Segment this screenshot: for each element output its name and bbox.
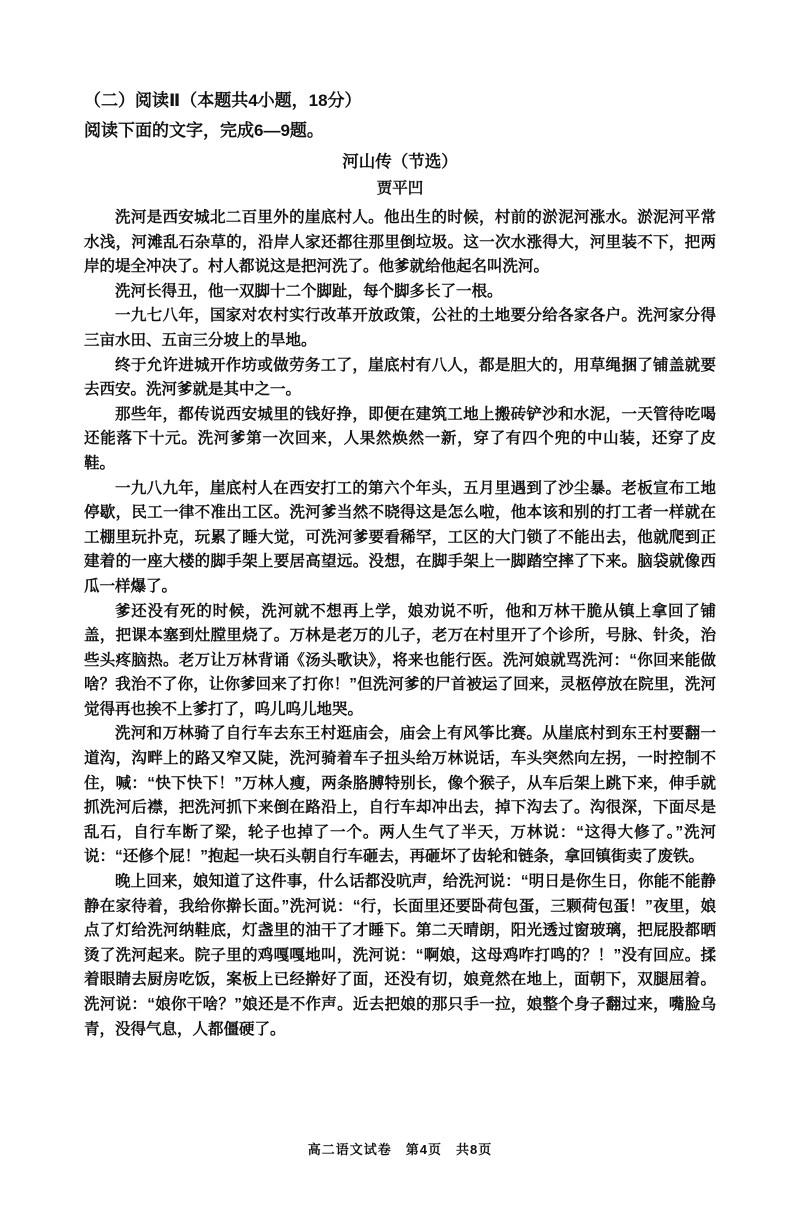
paragraph: 爹还没有死的时候，洗河就不想再上学，娘劝说不听，他和万林干脆从镇上拿回了铺盖，把课本塞到灶膛里烧了。万林是老万的儿子，老万在村里开了个诊所，号脉、针灸，治些头疼脑热。老万让万林背诵《汤头歌诀》，将来也能行医。洗河娘就骂洗河：“你回来能做啥？我治不了你，让你爹回来了打你！”但洗河爹的尸首被运了回来，灵柩停放在院里，洗河觉得再也挨不上爹打了，呜儿呜儿地哭。 (84, 602, 716, 718)
paragraph: 一九七八年，国家对农村实行改革开放政策，公社的土地要分给各家各户。洗河家分得三亩水田、五亩三分坡上的旱地。 (84, 307, 716, 349)
paragraph: 洗河和万林骑了自行车去东王村逛庙会，庙会上有风筝比赛。从崖底村到东王村要翻一道沟，沟畔上的路又窄又陡，洗河骑着车子扭头给万林说话，车头突然向左拐，一时控制不住，喊：“快下快下！”万林人瘦，两条胳膊特别长，像个猴子，从车后架上跳下来，伸手就抓洗河后襟，把洗河抓下来倒在路沿上，自行车却冲出去，掉下沟去了。沟很深，下面尽是乱石，自行车断了梁，轮子也掉了一个。两人生气了半天，万林说：“这得大修了。”洗河说：“还修个屁！”抱起一块石头朝自行车砸去，再砸坏了齿轮和链条，拿回镇街卖了废铁。 (84, 725, 716, 866)
paragraph: 晚上回来，娘知道了这件事，什么话都没吭声，给洗河说：“明日是你生日，你能不能静静在家待着，我给你擀长面。”洗河说：“行，长面里还要卧荷包蛋，三颗荷包蛋！”夜里，娘点了灯给洗河纳鞋底，灯盏里的油干了才睡下。第二天晴朗，阳光透过窗玻璃，把屁股都晒烫了洗河起来。院子里的鸡嘎嘎地叫，洗河说：“啊娘，这母鸡咋打鸣的？！”没有回应。揉着眼睛去厨房吃饭，案板上已经擀好了面，还没有切，娘竟然在地上，面朝下，双腿屈着。洗河说：“娘你干啥？”娘还是不作声。近去把娘的那只手一拉，娘整个身子翻过来，嘴脸乌青，没得气息，人都僵硬了。 (84, 873, 716, 1038)
passage-author: 贾平凹 (376, 180, 424, 197)
passage-body (84, 206, 716, 1042)
paragraph: 终于允许进城开作坊或做劳务工了，崖底村有八人，都是胆大的，用草绳捆了铺盖就要去西安。洗河爹就是其中之一。 (84, 356, 716, 399)
paragraph: 那些年，都传说西安城里的钱好挣，即便在建筑工地上搬砖铲沙和水泥，一天管待吃喝还能落下十元。洗河爹第一次回来，人果然焕然一新，穿了有四个兜的中山装，还穿了皮鞋。 (84, 405, 716, 472)
paragraph: 洗河长得丑，他一双脚十二个脚趾，每个脚多长了一根。 (115, 282, 503, 300)
reading-instruction: 阅读下面的文字，完成6—9题。 (84, 121, 324, 140)
paragraph: 一九八九年，崖底村人在西安打工的第六个年头，五月里遇到了沙尘暴。老板宣布工地停歇，民工一律不准出工区。洗河爹当然不晓得这是怎么啦，他本该和别的打工者一样就在工棚里玩扑克，玩累了睡大觉，可洗河爹要看稀罕，工区的大门锁了不能出去，他就爬到正建着的一座大楼的脚手架上要居高望远。没想，在脚手架上一脚踏空摔了下来。脑袋就像西瓜一样爆了。 (84, 479, 716, 595)
paragraph: 洗河是西安城北二百里外的崖底村人。他出生的时候，村前的淤泥河涨水。淤泥河平常水浅，河滩乱石杂草的，沿岸人家还都往那里倒垃圾。这一次水涨得大，河里装不下，把两岸的堤全冲决了。村人都说这是把河洗了。他爹就给他起名叫洗河。 (84, 209, 716, 276)
section-header: （二）阅读Ⅱ（本题共4小题，18分） (84, 91, 362, 110)
passage-title: 河山传（节选） (342, 153, 458, 171)
page-footer: 高二语文试卷 第4页 共8页 (307, 1142, 493, 1157)
